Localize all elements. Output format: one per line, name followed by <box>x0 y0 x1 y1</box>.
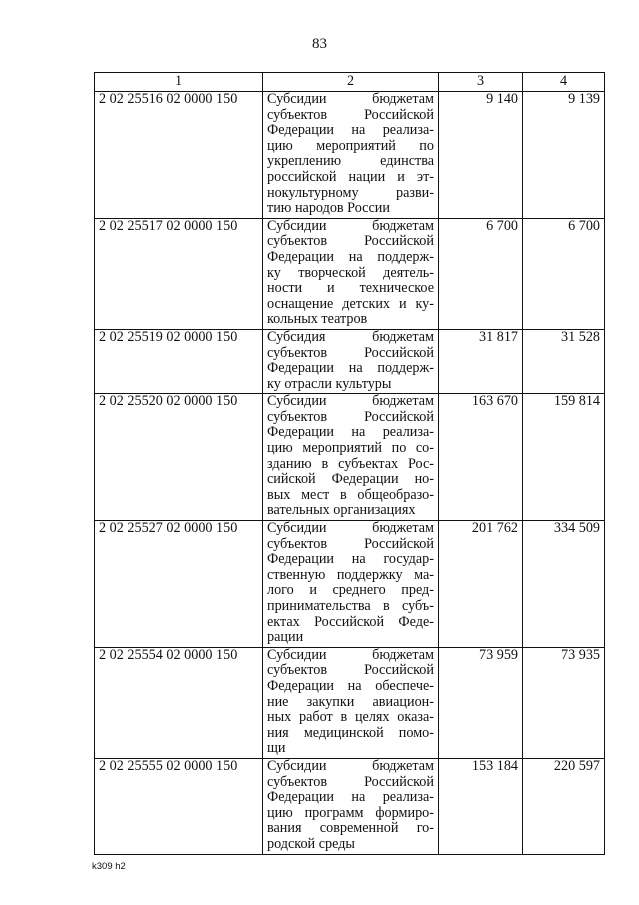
description-line: субъектов Российской <box>267 535 434 552</box>
description-line: Федерации на реализа- <box>267 122 434 139</box>
table-row <box>95 218 605 329</box>
column-header-4: 4 <box>523 73 605 92</box>
description-line: Федерации на обеспече- <box>267 677 434 694</box>
description-line: Федерации на поддерж- <box>267 360 434 377</box>
amount-column-4: 334 509 <box>523 521 605 648</box>
description-line: ственную поддержку ма- <box>267 566 434 583</box>
table-header-row <box>95 73 605 92</box>
description-line: Субсидии бюджетам <box>267 520 434 537</box>
description-line: Субсидии бюджетам <box>267 646 434 663</box>
description-line: оснащение детских и ку- <box>267 295 434 312</box>
description-line: вания современной го- <box>267 820 434 837</box>
description-line: ку творческой деятель- <box>267 264 434 281</box>
description-line: субъектов Российской <box>267 773 434 790</box>
description-line: цию программ формиро- <box>267 804 434 821</box>
description-line: Субсидии бюджетам <box>267 393 434 410</box>
table-row <box>95 329 605 393</box>
amount-column-4: 220 597 <box>523 758 605 854</box>
description-line: субъектов Российской <box>267 408 434 425</box>
description-line: Федерации на реализа- <box>267 424 434 441</box>
column-header-2: 2 <box>263 73 439 92</box>
description-line: вательных организациях <box>267 502 416 519</box>
description-line: родской среды <box>267 835 355 852</box>
description-line: ности и техническое <box>267 280 434 297</box>
revenue-description <box>263 647 439 758</box>
amount-column-3: 6 700 <box>439 218 523 329</box>
description-line: цию мероприятий по <box>267 137 434 154</box>
description-line: Субсидии бюджетам <box>267 217 434 234</box>
description-line: ектах Российской Феде- <box>267 613 434 630</box>
budget-classification-code: 2 02 25517 02 0000 150 <box>95 218 263 329</box>
description-line: российской нации и эт- <box>267 168 434 185</box>
revenue-description <box>263 92 439 219</box>
description-line: субъектов Российской <box>267 662 434 679</box>
budget-table <box>94 72 605 855</box>
description-line: ние закупки авиацион- <box>267 693 434 710</box>
description-line: субъектов Российской <box>267 344 434 361</box>
amount-column-3: 31 817 <box>439 329 523 393</box>
description-line: сийской Федерации но- <box>267 471 434 488</box>
description-line: зданию в субъектах Рос- <box>267 455 434 472</box>
budget-classification-code: 2 02 25527 02 0000 150 <box>95 521 263 648</box>
description-line: Субсидия бюджетам <box>267 328 434 345</box>
budget-classification-code: 2 02 25555 02 0000 150 <box>95 758 263 854</box>
amount-column-4: 31 528 <box>523 329 605 393</box>
table-row <box>95 521 605 648</box>
revenue-description <box>263 329 439 393</box>
budget-classification-code: 2 02 25519 02 0000 150 <box>95 329 263 393</box>
amount-column-4: 159 814 <box>523 394 605 521</box>
description-line: ния медицинской помо- <box>267 724 434 741</box>
amount-column-3: 73 959 <box>439 647 523 758</box>
revenue-description <box>263 521 439 648</box>
amount-column-3: 163 670 <box>439 394 523 521</box>
amount-column-3: 9 140 <box>439 92 523 219</box>
amount-column-4: 6 700 <box>523 218 605 329</box>
description-line: укреплению единства <box>267 153 434 170</box>
description-line: субъектов Российской <box>267 106 434 123</box>
revenue-description <box>263 218 439 329</box>
description-line: ку отрасли культуры <box>267 375 392 392</box>
budget-classification-code: 2 02 25516 02 0000 150 <box>95 92 263 219</box>
description-line: тию народов России <box>267 200 390 217</box>
amount-column-4: 9 139 <box>523 92 605 219</box>
table-row <box>95 758 605 854</box>
amount-column-4: 73 935 <box>523 647 605 758</box>
table-row <box>95 92 605 219</box>
table-row <box>95 394 605 521</box>
description-line: субъектов Российской <box>267 233 434 250</box>
description-line: лого и среднего пред- <box>267 582 434 599</box>
description-line: нокультурному разви- <box>267 184 434 201</box>
table-row <box>95 647 605 758</box>
description-line: Субсидии бюджетам <box>267 91 434 107</box>
revenue-description <box>263 758 439 854</box>
description-line: ных работ в целях оказа- <box>267 709 434 726</box>
description-line: вых мест в общеобразо- <box>267 486 434 503</box>
description-line: Федерации на реализа- <box>267 789 434 806</box>
revenue-description <box>263 394 439 521</box>
description-line: Субсидии бюджетам <box>267 757 434 774</box>
description-line: принимательства в субъ- <box>267 598 434 614</box>
table-body <box>95 92 605 855</box>
description-line: кольных театров <box>267 311 368 328</box>
document-footer-code: k309 h2 <box>92 861 126 872</box>
description-line: цию мероприятий по со- <box>267 440 434 457</box>
column-header-3: 3 <box>439 73 523 92</box>
amount-column-3: 153 184 <box>439 758 523 854</box>
description-line: рации <box>267 629 304 646</box>
amount-column-3: 201 762 <box>439 521 523 648</box>
budget-classification-code: 2 02 25554 02 0000 150 <box>95 647 263 758</box>
description-line: щи <box>267 740 286 757</box>
description-line: Федерации на государ- <box>267 551 434 568</box>
description-line: Федерации на поддерж- <box>267 248 434 265</box>
column-header-1: 1 <box>95 73 263 92</box>
page-number: 83 <box>312 36 327 52</box>
budget-classification-code: 2 02 25520 02 0000 150 <box>95 394 263 521</box>
